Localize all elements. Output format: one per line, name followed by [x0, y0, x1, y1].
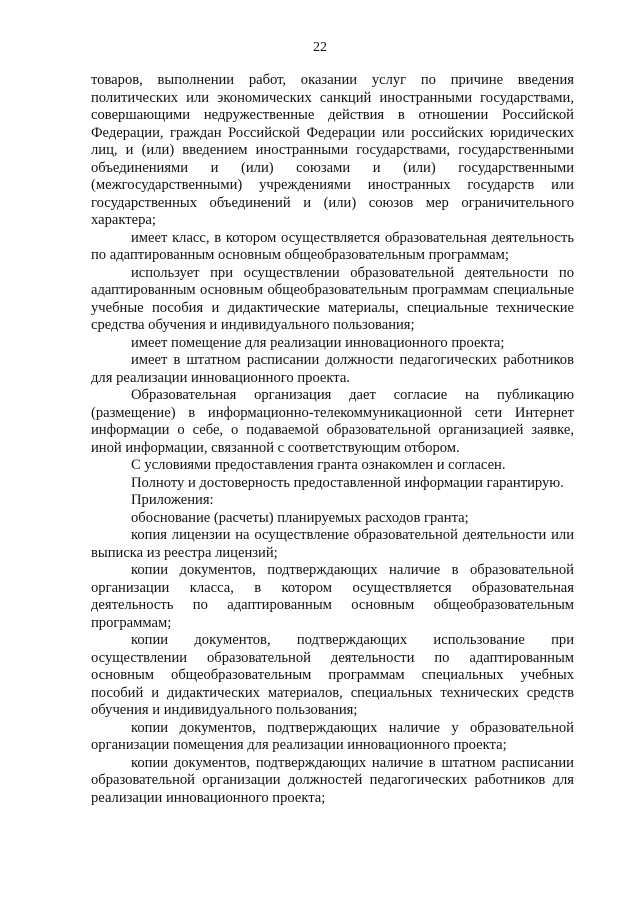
- attachment-item: копии документов, подтверждающих наличие у образовательной организации помещения для реализации инновационного проекта;: [91, 719, 574, 753]
- attachment-item: копии документов, подтверждающих использование при осуществлении образовательной деятельности по адаптированным основным общеобразовательным программам специальных учебных пособий и дидактических материалов, специальных технических средств обучения и индивидуального пользования;: [91, 632, 574, 718]
- paragraph-has-class: имеет класс, в котором осуществляется образовательная деятельность по адаптированным основным общеобразовательным программам;: [91, 229, 574, 263]
- document-body: [91, 72, 574, 807]
- attachment-item: копии документов, подтверждающих наличие в образовательной организации класса, в котором осуществляется образовательная деятельность по адаптированным основным общеобразовательным программам;: [91, 562, 574, 631]
- paragraph-continuation: товаров, выполнении работ, оказании услуг по причине введения политических или экономических санкций иностранными государствами, совершающими недружественные действия в отношении Российской Федерации, граждан Российской Федерации или российских юридических лиц, и (или) введением иностранными государствами, государственными объединениями и (или) союзами и (или) государственными (межгосударственными) учреждениями иностранных государств или государственных объединений и (или) союзов мер ограничительного характера;: [91, 72, 574, 228]
- page-number: 22: [313, 40, 327, 55]
- paragraph-guarantee: Полноту и достоверность предоставленной информации гарантирую.: [131, 474, 564, 491]
- paragraph-uses-materials: использует при осуществлении образовательной деятельности по адаптированным основным общеобразовательным программам специальные учебные пособия и дидактические материалы, специальные технические средства обучения и индивидуального пользования;: [91, 264, 574, 333]
- attachment-item: обоснование (расчеты) планируемых расходов гранта;: [131, 509, 469, 526]
- attachment-item: копии документов, подтверждающих наличие в штатном расписании образовательной организации должностей педагогических работников для реализации инновационного проекта;: [91, 754, 574, 806]
- paragraph-consent: Образовательная организация дает согласие на публикацию (размещение) в информационно-телекоммуникационной сети Интернет информации о себе, о подаваемой образовательной организацией заявке, иной информации, связанной с соответствующим отбором.: [91, 387, 574, 456]
- paragraph-has-staff: имеет в штатном расписании должности педагогических работников для реализации инновационного проекта.: [91, 352, 574, 386]
- attachments-heading: Приложения:: [131, 492, 214, 508]
- attachment-item: копия лицензии на осуществление образовательной деятельности или выписка из реестра лицензий;: [91, 527, 574, 561]
- paragraph-has-premises: имеет помещение для реализации инновационного проекта;: [131, 334, 505, 351]
- paragraph-conditions: С условиями предоставления гранта ознакомлен и согласен.: [131, 457, 506, 473]
